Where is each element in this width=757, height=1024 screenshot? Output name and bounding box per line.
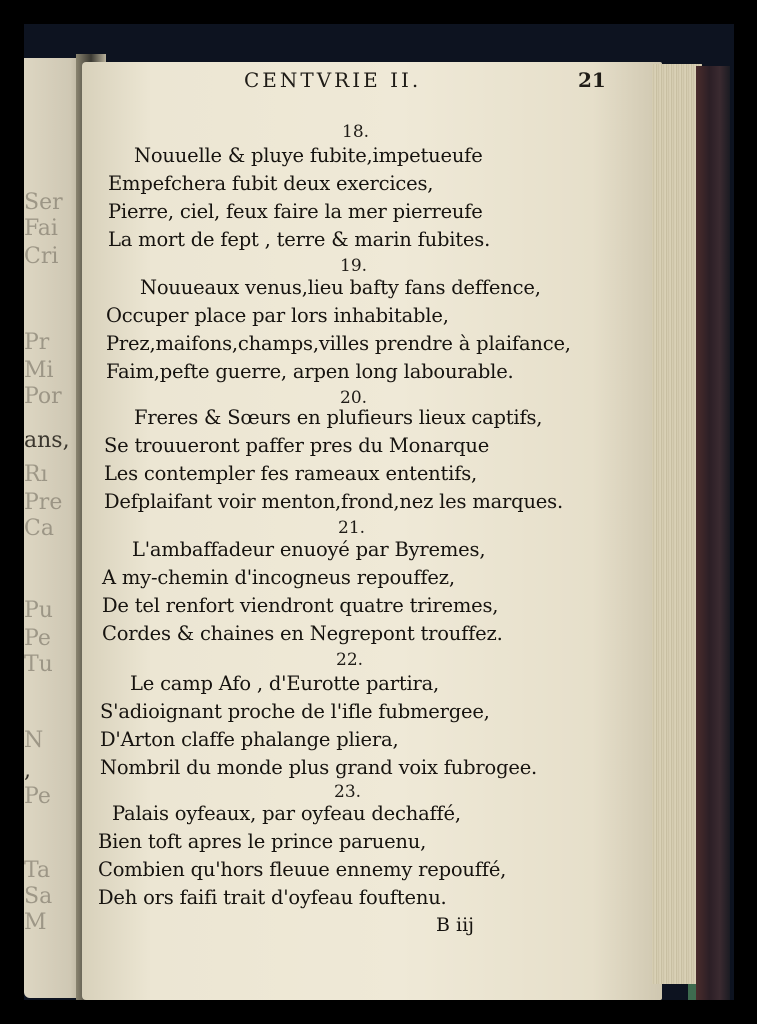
left-page-fragment: Ta xyxy=(24,858,51,883)
left-page-fragment: Ser xyxy=(24,190,63,215)
verse-line: Defplaifant voir menton,frond,nez les marques. xyxy=(104,490,563,513)
left-page-fragment: Ca xyxy=(24,516,54,541)
verse-line: Bien toft apres le prince paruenu, xyxy=(98,830,427,853)
book-cover xyxy=(696,66,730,1000)
page-number: 21 xyxy=(578,68,606,92)
left-page-fragment: Pre xyxy=(24,490,63,515)
verse-line: Les contempler fes rameaux ententifs, xyxy=(104,462,478,485)
verse-line: De tel renfort viendront quatre triremes, xyxy=(102,594,499,617)
quatrain-number: 23. xyxy=(334,782,362,802)
left-page-fragment: Pu xyxy=(24,598,53,623)
verse-line: Se trouueront paffer pres du Monarque xyxy=(104,434,490,457)
verse-line: S'adioignant proche de l'ifle fubmergee, xyxy=(100,700,490,723)
verse-line: Prez,maifons,champs,villes prendre à plaifance, xyxy=(106,332,571,355)
left-page-fragment: Pe xyxy=(24,784,51,809)
verse-line: Occuper place par lors inhabitable, xyxy=(106,304,449,327)
verse-line: Nombril du monde plus grand voix fubrogee. xyxy=(100,756,538,779)
left-page-fragment: Tu xyxy=(24,652,53,677)
verse-line: Faim,pefte guerre, arpen long labourable. xyxy=(106,360,514,383)
quatrain-number: 21. xyxy=(338,518,366,538)
signature-mark: B iij xyxy=(436,914,475,936)
left-page-fragment: M xyxy=(24,910,47,935)
quatrain-number: 18. xyxy=(342,122,370,142)
left-page-fragment: ans, xyxy=(24,428,70,453)
verse-line: Deh ors faifi trait d'oyfeau fouftenu. xyxy=(98,886,447,909)
verse-line: Nouuelle & pluye fubite,impetueufe xyxy=(134,144,483,167)
left-page-fragment: , xyxy=(24,758,31,783)
quatrain-number: 19. xyxy=(340,256,368,276)
quatrain-number: 20. xyxy=(340,388,368,408)
verse-line: Le camp Afo , d'Eurotte partira, xyxy=(130,672,440,695)
verse-line: Palais oyfeaux, par oyfeau dechaffé, xyxy=(112,802,461,825)
quatrain-number: 22. xyxy=(336,650,364,670)
verse-line: A my-chemin d'incogneus repouffez, xyxy=(102,566,455,589)
verse-line: Freres & Sœurs en plufieurs lieux captifs, xyxy=(134,406,543,429)
verse-line: Nouueaux venus,lieu bafty fans deffence, xyxy=(140,276,541,299)
verse-line: Pierre, ciel, feux faire la mer pierreufe xyxy=(108,200,483,223)
page-fore-edge xyxy=(652,64,702,984)
left-page-fragment: N xyxy=(24,728,44,753)
left-page-fragment: Fai xyxy=(24,216,58,241)
verse-line: La mort de fept , terre & marin fubites. xyxy=(108,228,491,251)
running-head-title: CENTVRIE II. xyxy=(244,68,422,92)
left-page-fragment: Por xyxy=(24,384,62,409)
verse-line: D'Arton claffe phalange pliera, xyxy=(100,728,399,751)
left-page-fragment: Pe xyxy=(24,626,51,651)
verse-line: L'ambaffadeur enuoyé par Byremes, xyxy=(132,538,486,561)
verse-line: Combien qu'hors fleuue ennemy repouffé, xyxy=(98,858,507,881)
left-page-fragment: Sa xyxy=(24,884,53,909)
left-page-fragment: Mi xyxy=(24,358,54,383)
left-page-fragment: Cri xyxy=(24,244,59,269)
verse-line: Cordes & chaines en Negrepont trouffez. xyxy=(102,622,503,645)
left-page-fragment: Rı xyxy=(24,462,48,487)
left-page-fragment: Pr xyxy=(24,330,50,355)
verse-line: Empefchera fubit deux exercices, xyxy=(108,172,434,195)
